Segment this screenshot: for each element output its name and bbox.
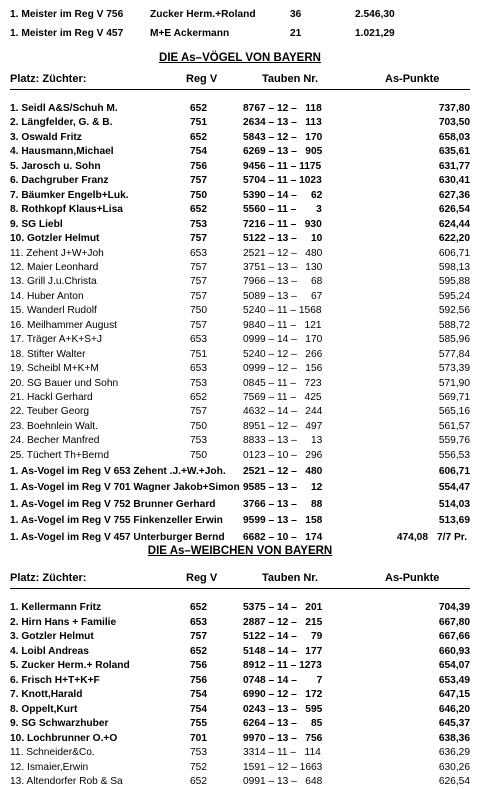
pigeon-number: 7569 – 11 – 425 xyxy=(243,392,322,403)
region: 757 xyxy=(190,175,207,187)
region: 754 xyxy=(190,703,207,715)
pigeon-number: 6682 – 10 – 174 xyxy=(243,531,323,543)
meister-count: 36 xyxy=(290,9,302,20)
ace-points: 573,39 xyxy=(438,363,470,375)
asvogel-label: 1. As-Vogel im Reg V 701 Wagner Jakob+Simon xyxy=(10,482,240,494)
ace-points: 559,76 xyxy=(438,435,470,447)
header-platz: Platz: Züchter: xyxy=(10,572,87,584)
table-row xyxy=(0,775,480,789)
ace-points: 638,36 xyxy=(438,732,470,744)
breeder-name: 13. Altendorfer Rob & Sa xyxy=(10,776,123,787)
region: 757 xyxy=(190,261,207,273)
region: 757 xyxy=(190,276,207,288)
pigeon-number: 0999 – 12 – 156 xyxy=(243,363,323,375)
pigeon-number: 6990 – 12 – 172 xyxy=(243,689,323,700)
table-row xyxy=(0,102,480,116)
breeder-name: 11. Schneider&Co. xyxy=(10,747,95,758)
ace-points: 561,57 xyxy=(438,420,470,432)
weibchen-header xyxy=(0,571,480,585)
pigeon-number: 8951 – 12 – 497 xyxy=(243,420,323,432)
ace-points: 554,47 xyxy=(438,482,470,494)
table-row xyxy=(0,674,480,688)
table-row xyxy=(0,348,480,362)
ace-points: 645,37 xyxy=(438,718,470,729)
region: 754 xyxy=(190,146,207,158)
ace-points: 624,44 xyxy=(438,218,470,230)
breeder-name: 10. Lochbrunner O.+O xyxy=(10,732,118,744)
breeder-name: 8. Rothkopf Klaus+Lisa xyxy=(10,204,123,216)
breeder-name: 6. Dachgruber Franz xyxy=(10,175,109,187)
pigeon-number: 5122 – 14 – 79 xyxy=(243,631,323,642)
prize-note: 7/7 Pr. xyxy=(437,531,468,543)
region: 750 xyxy=(190,305,207,317)
breeder-name: 19. Scheibl M+K+M xyxy=(10,363,99,375)
table-row xyxy=(0,116,480,130)
meister-name: Zucker Herm.+Roland xyxy=(150,9,256,20)
table-row xyxy=(0,189,480,203)
ace-points: 606,71 xyxy=(438,466,470,477)
breeder-name: 7. Bäumker Engelb+Luk. xyxy=(10,189,129,201)
meister-row xyxy=(0,27,480,41)
breeder-name: 14. Huber Anton xyxy=(10,290,84,302)
table-row xyxy=(0,203,480,217)
region: 653 xyxy=(190,247,207,259)
region: 754 xyxy=(190,689,207,700)
meister-points: 2.546,30 xyxy=(355,9,395,20)
header-tnr: Tauben Nr. xyxy=(262,73,319,85)
section-title-weibchen: DIE As–WEIBCHEN VON BAYERN xyxy=(147,545,333,557)
pigeon-number: 9456 – 11 – 1175 xyxy=(243,160,322,172)
table-row xyxy=(0,732,480,746)
ace-points: 627,36 xyxy=(438,189,470,201)
pigeon-number: 4632 – 14 – 244 xyxy=(243,406,323,418)
ace-points: 647,15 xyxy=(438,689,470,700)
region: 751 xyxy=(190,117,207,129)
pigeon-number: 5148 – 14 – 177 xyxy=(243,645,323,657)
breeder-name: 12. Ismaier,Erwin xyxy=(10,761,89,773)
ace-points: 595,88 xyxy=(438,276,470,288)
pigeon-number: 5240 – 12 – 266 xyxy=(243,348,323,360)
ace-points: 577,84 xyxy=(438,348,470,360)
breeder-name: 11. Zehent J+W+Joh xyxy=(10,247,104,259)
pigeon-number: 9970 – 13 – 756 xyxy=(243,732,323,744)
voegel-header-divider xyxy=(10,89,470,90)
ace-points: 631,77 xyxy=(438,160,470,172)
region: 652 xyxy=(190,392,207,403)
asvogel-row xyxy=(0,498,480,512)
pigeon-number: 5704 – 11 – 1023 xyxy=(243,175,322,187)
ace-points: 630,41 xyxy=(438,175,470,187)
breeder-name: 23. Boehnlein Walt. xyxy=(10,420,98,432)
table-row xyxy=(0,218,480,232)
region: 750 xyxy=(190,449,207,461)
breeder-name: 3. Oswald Fritz xyxy=(10,131,82,143)
asvogel-label: 1. As-Vogel im Reg V 755 Finkenzeller Erwin xyxy=(10,515,223,527)
asvogel-label: 1. As-Vogel im Reg V 752 Brunner Gerhard xyxy=(10,498,216,510)
ace-points: 737,80 xyxy=(438,103,470,114)
table-row xyxy=(0,377,480,391)
ace-points: 606,71 xyxy=(438,247,470,259)
region: 653 xyxy=(190,363,207,375)
ace-points: 704,39 xyxy=(438,602,470,613)
ace-points: 658,03 xyxy=(438,131,470,143)
ace-points: 646,20 xyxy=(438,703,470,715)
section-title-voegel: DIE As–VÖGEL VON BAYERN xyxy=(159,52,321,64)
table-row xyxy=(0,145,480,159)
weibchen-header-divider xyxy=(10,588,470,589)
meister-label: 1. Meister im Reg V 457 xyxy=(10,28,124,39)
breeder-name: 20. SG Bauer und Sohn xyxy=(10,377,119,389)
breeder-name: 12. Maier Leonhard xyxy=(10,261,99,273)
voegel-header xyxy=(0,72,480,86)
pigeon-number: 0999 – 14 – 170 xyxy=(243,334,323,346)
pigeon-number: 3751 – 13 – 130 xyxy=(243,261,323,273)
ace-points: 565,16 xyxy=(438,406,470,418)
pigeon-number: 5240 – 11 – 1568 xyxy=(243,305,322,317)
breeder-name: 22. Teuber Georg xyxy=(10,406,90,418)
region: 753 xyxy=(190,377,207,389)
meister-points: 1.021,29 xyxy=(355,28,395,39)
region: 757 xyxy=(190,406,207,418)
header-pts: As-Punkte xyxy=(385,73,440,85)
ace-points: 626,54 xyxy=(438,776,470,787)
breeder-name: 1. Kellermann Fritz xyxy=(10,602,102,613)
table-row xyxy=(0,420,480,434)
meister-name: M+E Ackermann xyxy=(150,28,230,39)
table-row xyxy=(0,717,480,731)
table-row xyxy=(0,319,480,333)
pigeon-number: 0991 – 13 – 648 xyxy=(243,776,323,787)
table-row xyxy=(0,746,480,760)
region: 653 xyxy=(190,334,207,346)
region: 750 xyxy=(190,420,207,432)
pigeon-number: 8912 – 11 – 1273 xyxy=(243,660,322,671)
breeder-name: 9. SG Liebl xyxy=(10,218,63,230)
ace-points: 514,03 xyxy=(438,498,470,510)
pigeon-number: 7966 – 13 – 68 xyxy=(243,276,323,288)
region: 653 xyxy=(190,616,207,628)
breeder-name: 25. Tüchert Th+Bernd xyxy=(10,449,110,461)
region: 757 xyxy=(190,631,207,642)
ace-points: 703,50 xyxy=(438,117,470,129)
breeder-name: 17. Träger A+K+S+J xyxy=(10,334,103,346)
ace-points: 630,26 xyxy=(438,761,470,773)
table-row xyxy=(0,290,480,304)
pigeon-number: 8833 – 13 – 13 xyxy=(243,435,323,447)
breeder-name: 1. Seidl A&S/Schuh M. xyxy=(10,103,118,114)
ace-points: 626,54 xyxy=(438,204,470,216)
table-row xyxy=(0,703,480,717)
breeder-name: 5. Jarosch u. Sohn xyxy=(10,160,101,172)
table-row xyxy=(0,160,480,174)
region: 652 xyxy=(190,645,207,657)
region: 753 xyxy=(190,747,207,758)
pigeon-number: 3766 – 13 – 88 xyxy=(243,498,323,510)
pigeon-number: 0243 – 13 – 595 xyxy=(243,703,323,715)
breeder-name: 18. Stifter Walter xyxy=(10,348,86,360)
region: 755 xyxy=(190,718,207,729)
region: 757 xyxy=(190,233,207,245)
ace-points: 622,20 xyxy=(438,233,470,245)
region: 756 xyxy=(190,160,207,172)
breeder-name: 7. Knott,Harald xyxy=(10,689,83,700)
pigeon-number: 1591 – 12 – 1663 xyxy=(243,761,323,773)
table-row xyxy=(0,174,480,188)
region: 652 xyxy=(190,103,207,114)
breeder-name: 15. Wanderl Rudolf xyxy=(10,305,97,317)
region: 652 xyxy=(190,602,207,613)
pigeon-number: 5122 – 13 – 10 xyxy=(243,233,323,245)
pigeon-number: 0123 – 10 – 296 xyxy=(243,449,323,461)
region: 757 xyxy=(190,319,207,331)
pigeon-number: 3314 – 11 – 114 xyxy=(243,747,321,758)
asvogel-label: 1. As-Vogel im Reg V 653 Zehent .J.+W.+Joh. xyxy=(10,466,226,477)
breeder-name: 6. Frisch H+T+K+F xyxy=(10,674,100,686)
region: 751 xyxy=(190,348,207,360)
pigeon-number: 5089 – 13 – 67 xyxy=(243,290,323,302)
ace-points: 598,13 xyxy=(438,261,470,273)
ace-points: 513,69 xyxy=(438,515,470,527)
table-row xyxy=(0,362,480,376)
table-row xyxy=(0,261,480,275)
breeder-name: 4. Hausmann,Michael xyxy=(10,146,114,158)
breeder-name: 21. Hackl Gerhard xyxy=(10,392,93,403)
region: 756 xyxy=(190,660,207,671)
region: 752 xyxy=(190,761,207,773)
ace-points: 635,61 xyxy=(438,146,470,158)
region: 753 xyxy=(190,435,207,447)
header-reg: Reg V xyxy=(186,572,218,584)
pigeon-number: 2521 – 12 – 480 xyxy=(243,247,323,259)
breeder-name: 2. Längfelder, G. & B. xyxy=(10,117,113,129)
ace-points: 595,24 xyxy=(438,290,470,302)
region: 652 xyxy=(190,131,207,143)
pigeon-number: 9840 – 11 – 121 xyxy=(243,319,322,331)
header-reg: Reg V xyxy=(186,73,218,85)
breeder-name: 3. Gotzler Helmut xyxy=(10,631,94,642)
ace-points: 636,29 xyxy=(438,747,470,758)
ace-points: 556,53 xyxy=(438,449,470,461)
breeder-name: 8. Oppelt,Kurt xyxy=(10,703,78,715)
table-row xyxy=(0,434,480,448)
asvogel-label: 1. As-Vogel im Reg V 457 Unterburger Bernd xyxy=(10,531,225,543)
asvogel-row xyxy=(0,465,480,479)
table-row xyxy=(0,630,480,644)
table-row xyxy=(0,659,480,673)
table-row xyxy=(0,616,480,630)
pigeon-number: 6264 – 13 – 85 xyxy=(243,718,323,729)
table-row xyxy=(0,391,480,405)
ace-points: 592,56 xyxy=(438,305,470,317)
region: 750 xyxy=(190,189,207,201)
ace-points: 654,07 xyxy=(438,660,470,671)
ace-points: 569,71 xyxy=(438,392,470,403)
ace-points: 660,93 xyxy=(438,645,470,657)
ace-points: 667,80 xyxy=(438,616,470,628)
region: 652 xyxy=(190,204,207,216)
header-tnr: Tauben Nr. xyxy=(262,572,319,584)
meister-row xyxy=(0,8,480,22)
pigeon-number: 2521 – 12 – 480 xyxy=(243,466,323,477)
table-row xyxy=(0,333,480,347)
table-row xyxy=(0,232,480,246)
table-row xyxy=(0,405,480,419)
header-pts: As-Punkte xyxy=(385,572,440,584)
pigeon-number: 5390 – 14 – 62 xyxy=(243,189,323,201)
region: 753 xyxy=(190,218,207,230)
breeder-name: 2. Hirn Hans + Familie xyxy=(10,616,117,628)
pigeon-number: 5560 – 11 – 3 xyxy=(243,204,322,216)
header-platz: Platz: Züchter: xyxy=(10,73,87,85)
region: 652 xyxy=(190,776,207,787)
region: 701 xyxy=(190,732,207,744)
breeder-name: 5. Zucker Herm.+ Roland xyxy=(10,660,130,671)
pigeon-number: 9585 – 13 – 12 xyxy=(243,482,323,494)
table-row xyxy=(0,601,480,615)
breeder-name: 10. Gotzler Helmut xyxy=(10,233,100,245)
ace-points: 474,08 xyxy=(396,531,428,543)
asvogel-row xyxy=(0,514,480,528)
breeder-name: 9. SG Schwarzhuber xyxy=(10,718,109,729)
ace-points: 667,66 xyxy=(438,631,470,642)
table-row xyxy=(0,449,480,463)
pigeon-number: 8767 – 12 – 118 xyxy=(243,103,322,114)
pigeon-number: 2887 – 12 – 215 xyxy=(243,616,323,628)
breeder-name: 13. Grill J.u.Christa xyxy=(10,276,97,288)
table-row xyxy=(0,275,480,289)
meister-label: 1. Meister im Reg V 756 xyxy=(10,9,124,20)
table-row xyxy=(0,131,480,145)
breeder-name: 4. Loibl Andreas xyxy=(10,645,89,657)
pigeon-number: 0748 – 14 – 7 xyxy=(243,674,323,686)
pigeon-number: 9599 – 13 – 158 xyxy=(243,515,323,527)
breeder-name: 16. Meilhammer August xyxy=(10,319,118,331)
pigeon-number: 2634 – 13 – 113 xyxy=(243,117,322,129)
breeder-name: 24. Becher Manfred xyxy=(10,435,100,447)
pigeon-number: 6269 – 13 – 905 xyxy=(243,146,323,158)
table-row xyxy=(0,761,480,775)
pigeon-number: 0845 – 11 – 723 xyxy=(243,377,322,389)
region: 756 xyxy=(190,674,207,686)
pigeon-number: 5375 – 14 – 201 xyxy=(243,602,323,613)
table-row xyxy=(0,645,480,659)
table-row xyxy=(0,247,480,261)
ace-points: 585,96 xyxy=(438,334,470,346)
ace-points: 653,49 xyxy=(438,674,470,686)
ace-points: 571,90 xyxy=(438,377,470,389)
region: 757 xyxy=(190,290,207,302)
table-row xyxy=(0,304,480,318)
table-row xyxy=(0,688,480,702)
pigeon-number: 5843 – 12 – 170 xyxy=(243,131,323,143)
meister-count: 21 xyxy=(290,28,302,39)
pigeon-number: 7216 – 11 – 930 xyxy=(243,218,322,230)
ace-points: 588,72 xyxy=(438,319,470,331)
asvogel-row xyxy=(0,481,480,495)
